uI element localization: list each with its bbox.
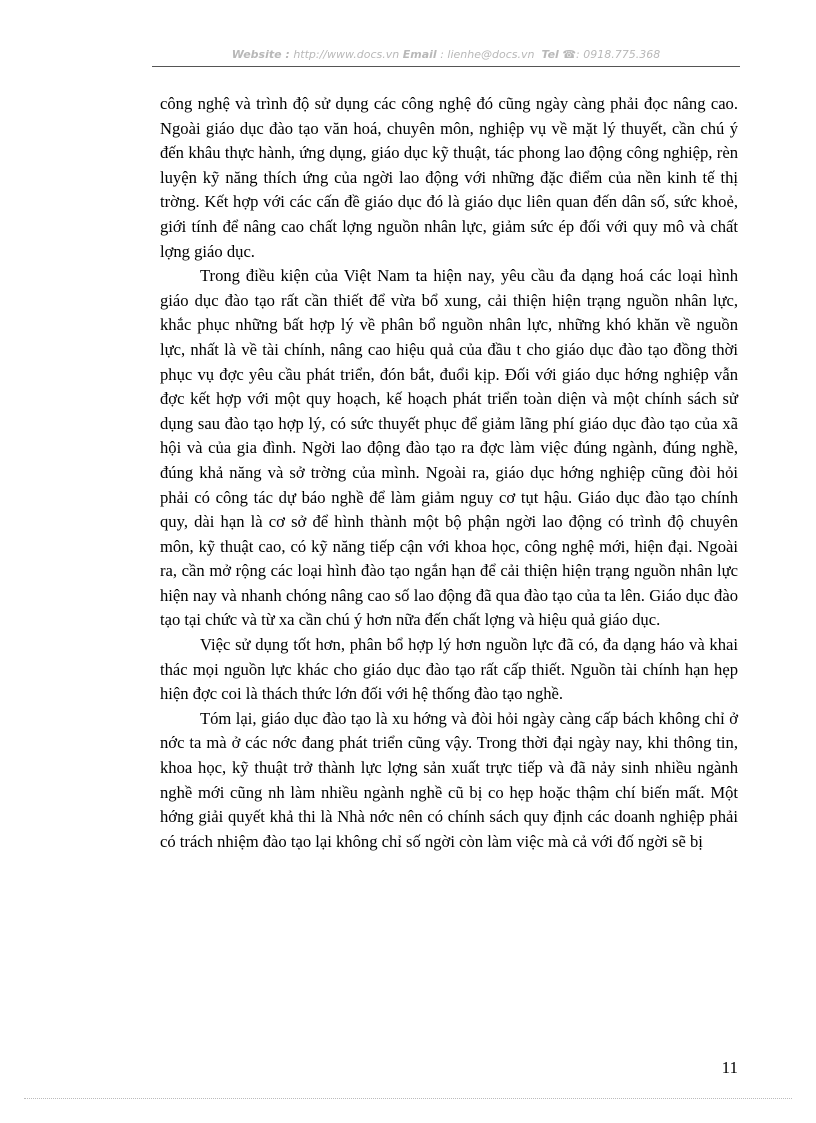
email-address[interactable]: : lienhe@docs.vn [440,48,535,61]
email-label: Email [402,48,437,61]
tel-number: : 0918.775.368 [576,48,661,61]
footer-divider [24,1098,792,1099]
website-url[interactable]: http://www.docs.vn [293,48,400,61]
paragraph-2: Trong điều kiện của Việt Nam ta hiện nay, yêu cầu đa dạng hoá các loại hình giáo dục đào tạo rất cần thiết để vừa bổ xung, cải thiện hiện trạng nguồn nhân lực, khắc phục những bất hợp lý về phân bổ nguồn nhân lực, những khó khăn về nguồn lực, nhất là về tài chính, nâng cao hiệu quả của đầu t cho giáo dục đào tạo đồng thời phục vụ đợc yêu cầu phát triển, đón bắt, đuổi kịp. Đối với giáo dục hớng nghiệp vẫn đợc kết hợp với một quy hoạch, kế hoạch phát triển toàn diện và một chính sách sử dụng sau đào tạo hợp lý, có sức thuyết phục để giảm lãng phí giáo dục đào tạo của xã hội và của gia đình. Ngời lao động đào tạo ra đợc làm việc đúng ngành, đúng nghề, đúng khả năng và sở trờng của mình. Ngoài ra, giáo dục hớng nghiệp cũng đòi hỏi phải có công tác dự báo nghề để làm giảm nguy cơ tụt hậu. Giáo dục đào tạo chính quy, dài hạn là cơ sở để hình thành một bộ phận ngời lao động có trình độ chuyên môn, kỹ thuật cao, có kỹ năng tiếp cận với khoa học, công nghệ mới, hiện đại. Ngoài ra, cần mở rộng các loại hình đào tạo ngắn hạn để cải thiện hiện trạng nguồn nhân lực hiện nay và nhanh chóng nâng cao số lao động đã qua đào tạo của ta lên. Giáo dục đào tạo tại chức và từ xa cần chú ý hơn nữa đến chất lợng và hiệu quả giáo dục. [160,266,738,630]
paragraph-1: công nghệ và trình độ sử dụng các công nghệ đó cũng ngày càng phải đọc nâng cao. Ngoài giáo dục đào tạo văn hoá, chuyên môn, nghiệp vụ về mặt lý thuyết, cần chú ý đến khâu thực hành, ứng dụng, giáo dục kỹ thuật, tác phong lao động công nghiệp, rèn luyện kỹ năng thích ứng của ngời lao động với những đặc điểm của nền kinh tế thị trờng. Kết hợp với các cấn đề giáo dục đó là giáo dục liên quan đến dân số, sức khoẻ, giới tính để nâng cao chất lợng nguồn nhân lực, giảm sức ép đối với quy mô và chất lợng giáo dục. [160,94,738,261]
paragraph-3: Việc sử dụng tốt hơn, phân bổ hợp lý hơn nguồn lực đã có, đa dạng háo và khai thác mọi nguồn lực khác cho giáo dục đào tạo rất cấp thiết. Nguồn tài chính hạn hẹp hiện đợc coi là thách thức lớn đối với hệ thống đào tạo nghề. [160,635,738,704]
paragraph-4: Tóm lại, giáo dục đào tạo là xu hớng và đòi hỏi ngày càng cấp bách không chỉ ở nớc ta mà ở các nớc đang phát triển cũng vậy. Trong thời đại ngày nay, khi thông tin, khoa học, kỹ thuật trở thành lực lợng sản xuất trực tiếp và đã nảy sinh nhiều ngành nghề mới cũng nh làm nhiều ngành nghề cũ bị co hẹp hoặc thậm chí biến mất. Một hớng giải quyết khả thi là Nhà nớc nên có chính sách quy định các doanh nghiệp phải có trách nhiệm đào tạo lại không chỉ số ngời còn làm việc mà cả với đố ngời sẽ bị [160,708,738,851]
phone-icon: ☎ [562,48,577,61]
page-number: 11 [721,1058,738,1077]
website-label: Website : [231,48,290,61]
page-header [152,48,740,67]
document-body [160,92,738,854]
tel-label: Tel [541,48,559,61]
